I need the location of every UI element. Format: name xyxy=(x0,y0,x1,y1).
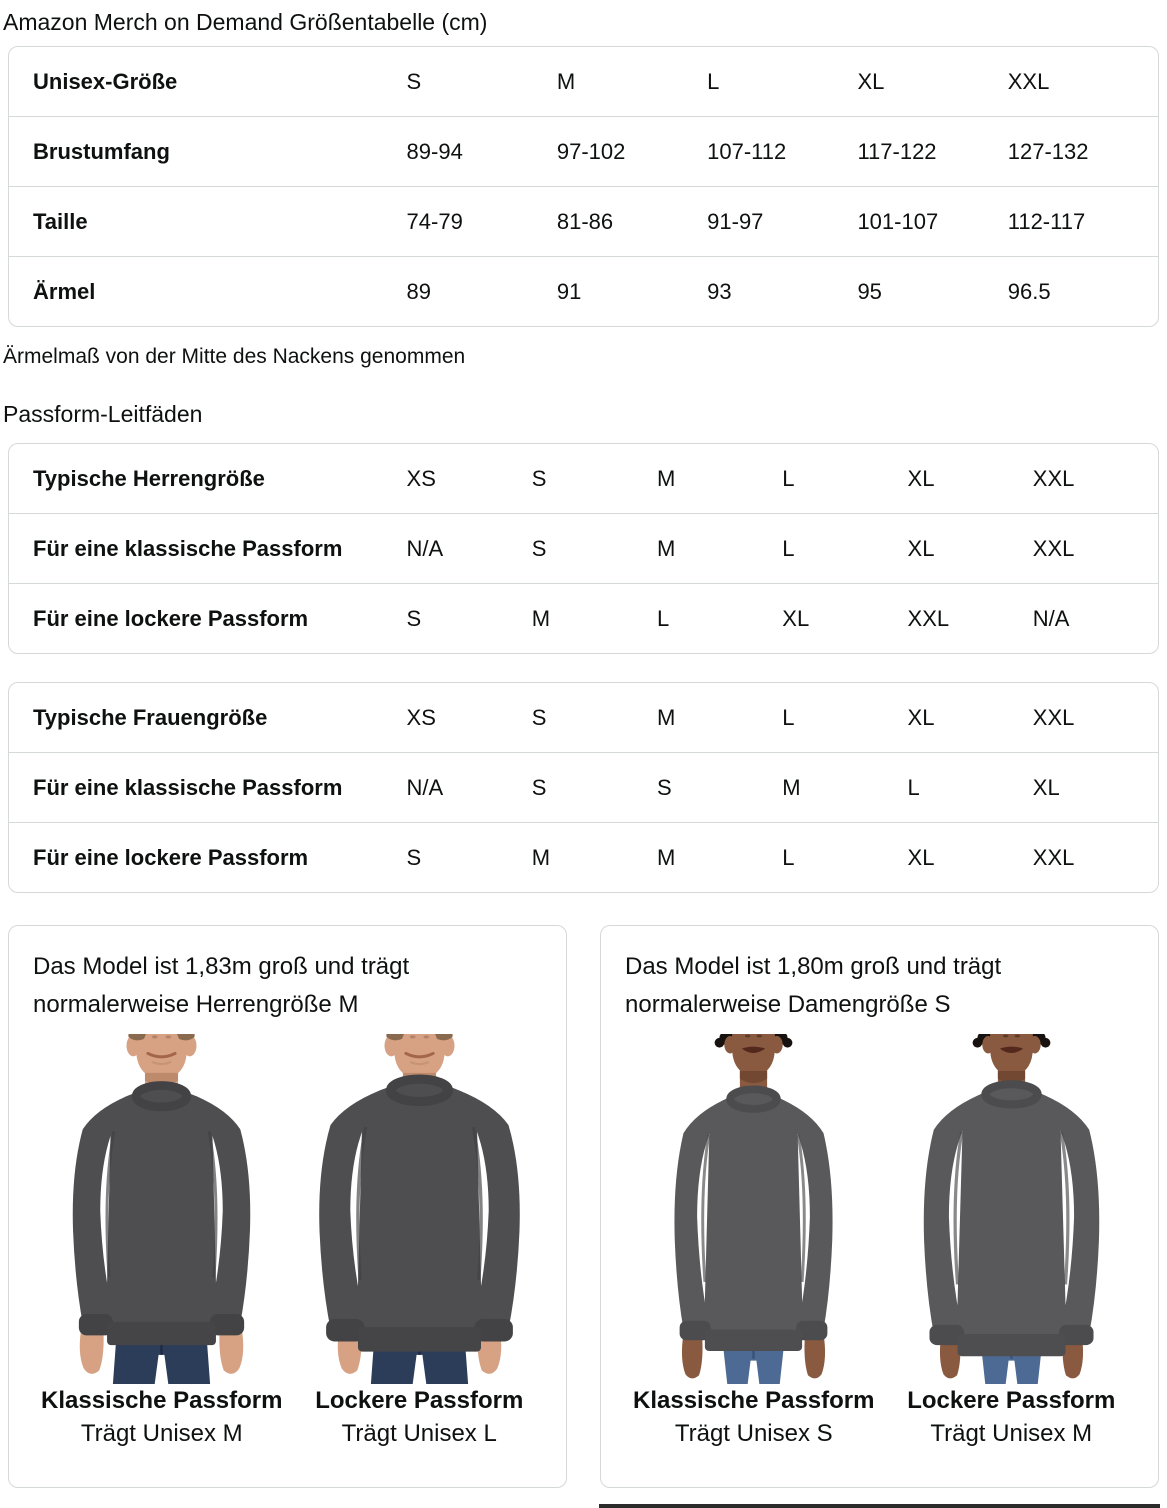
model-photo-men-loose-fit xyxy=(293,1034,546,1384)
model-card-men xyxy=(8,925,567,1488)
photo-captions xyxy=(33,1386,548,1452)
size-chart-page xyxy=(0,8,1167,1488)
photo-captions xyxy=(625,1386,1140,1452)
next-image-edge xyxy=(599,1504,1160,1508)
model-photo-women-loose-fit xyxy=(885,1034,1138,1384)
cell: XXL xyxy=(1007,68,1050,94)
cell: 91-97 xyxy=(707,208,764,234)
cell: XL xyxy=(907,844,935,870)
model-photo-men-classic-fit xyxy=(35,1034,288,1384)
cell: M xyxy=(657,844,676,870)
cell: S xyxy=(406,844,422,870)
row-label: Ärmel xyxy=(33,278,96,304)
row-label: Taille xyxy=(33,208,88,234)
row-label: Für eine lockere Passform xyxy=(33,605,309,631)
table-row xyxy=(9,583,1158,653)
cell: 127-132 xyxy=(1007,138,1089,164)
photo-caption xyxy=(291,1386,549,1452)
cell: XXL xyxy=(1032,844,1075,870)
cell: S xyxy=(531,535,547,561)
row-label: Für eine klassische Passform xyxy=(33,774,343,800)
model-card-women xyxy=(600,925,1159,1488)
cell: 89-94 xyxy=(406,138,463,164)
photo-caption xyxy=(33,1386,291,1452)
cell: 81-86 xyxy=(556,208,614,234)
cell: XL xyxy=(1032,774,1060,800)
cell: M xyxy=(531,605,551,631)
cell: M xyxy=(556,68,576,94)
page-title: Amazon Merch on Demand Größentabelle (cm) xyxy=(3,9,488,35)
table-row xyxy=(9,256,1158,326)
cell: XXL xyxy=(1032,465,1075,491)
cell: XXL xyxy=(907,605,950,631)
model-description: Das Model ist 1,80m groß und trägt normalerweise Damengröße S xyxy=(625,953,1002,1018)
cell: L xyxy=(782,704,795,730)
row-label: Für eine klassische Passform xyxy=(33,535,343,561)
cell: XL xyxy=(857,68,885,94)
table-row xyxy=(9,116,1158,186)
womens-fit-table xyxy=(8,682,1159,893)
cell: L xyxy=(782,465,795,491)
mens-fit-table xyxy=(8,443,1159,654)
table-row xyxy=(9,822,1158,892)
model-photos xyxy=(33,1034,548,1384)
cell: N/A xyxy=(406,535,444,561)
cell: 93 xyxy=(707,278,732,304)
sleeve-measure-footnote: Ärmelmaß von der Mitte des Nackens genommen xyxy=(3,345,466,368)
cell: S xyxy=(531,465,547,491)
cell: 112-117 xyxy=(1007,208,1086,234)
cell: XS xyxy=(406,465,436,491)
cell: XS xyxy=(406,704,436,730)
cell: M xyxy=(657,535,676,561)
cell: XL xyxy=(907,535,935,561)
cell: M xyxy=(782,774,801,800)
cell: L xyxy=(657,605,670,631)
cell: XXL xyxy=(1032,704,1075,730)
cell: 96.5 xyxy=(1007,278,1051,304)
cell: XL xyxy=(782,605,810,631)
fit-name: Klassische Passform xyxy=(633,1387,875,1414)
cell: L xyxy=(782,535,795,561)
cell: 89 xyxy=(406,278,432,304)
cell: S xyxy=(531,704,547,730)
cell: N/A xyxy=(1032,605,1070,631)
cell: M xyxy=(531,844,551,870)
fit-size: Trägt Unisex M xyxy=(930,1420,1093,1447)
cell: XL xyxy=(907,465,935,491)
cell: XL xyxy=(907,704,935,730)
row-label: Brustumfang xyxy=(33,138,170,164)
table-row xyxy=(9,444,1158,513)
table-row xyxy=(9,683,1158,752)
cell: N/A xyxy=(406,774,444,800)
fit-size: Trägt Unisex S xyxy=(674,1420,833,1447)
cell: S xyxy=(406,68,422,94)
fit-name: Klassische Passform xyxy=(41,1387,283,1414)
row-label: Typische Herrengröße xyxy=(33,465,265,491)
fit-name: Lockere Passform xyxy=(315,1387,524,1414)
photo-caption xyxy=(625,1386,883,1452)
cell: L xyxy=(707,68,720,94)
cell: 117-122 xyxy=(857,138,937,164)
photo-caption xyxy=(883,1386,1141,1452)
fit-guides-heading: Passform-Leitfäden xyxy=(3,401,203,427)
model-cards xyxy=(8,925,1159,1488)
cell: 74-79 xyxy=(406,208,463,234)
table-row xyxy=(9,186,1158,256)
table-row xyxy=(9,513,1158,583)
cell: 91 xyxy=(556,278,582,304)
cell: 101-107 xyxy=(857,208,939,234)
cell: 95 xyxy=(857,278,882,304)
cell: S xyxy=(657,774,672,800)
table-row xyxy=(9,752,1158,822)
cell: 97-102 xyxy=(556,138,626,164)
model-photos xyxy=(625,1034,1140,1384)
cell: 107-112 xyxy=(707,138,787,164)
fit-size: Trägt Unisex L xyxy=(341,1420,497,1447)
row-label: Typische Frauengröße xyxy=(33,704,268,730)
fit-name: Lockere Passform xyxy=(907,1387,1116,1414)
fit-size: Trägt Unisex M xyxy=(80,1420,243,1447)
cell: S xyxy=(406,605,422,631)
row-label: Unisex-Größe xyxy=(33,68,178,94)
cell: XXL xyxy=(1032,535,1075,561)
row-label: Für eine lockere Passform xyxy=(33,844,309,870)
cell: S xyxy=(531,774,547,800)
model-photo-women-classic-fit xyxy=(627,1034,880,1384)
cell: L xyxy=(907,774,920,800)
model-description: Das Model ist 1,83m groß und trägt normalerweise Herrengröße M xyxy=(33,953,410,1018)
table-row xyxy=(9,47,1158,116)
unisex-size-table xyxy=(8,46,1159,327)
cell: L xyxy=(782,844,795,870)
cell: M xyxy=(657,704,676,730)
cell: M xyxy=(657,465,676,491)
